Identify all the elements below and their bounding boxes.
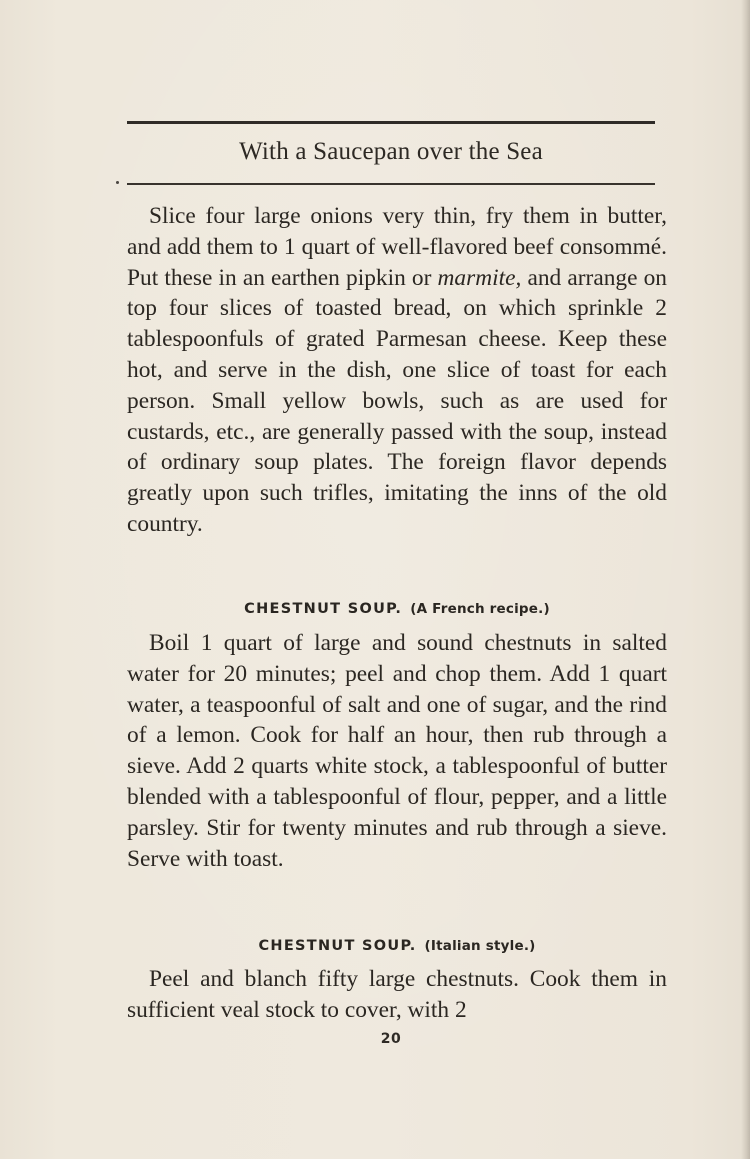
section-heading-title: CHESTNUT SOUP. [258,938,417,954]
page-edge-shadow [741,0,750,1159]
header-rule-top [127,121,655,124]
page-number: 20 [380,1031,402,1047]
onion-soup-paragraph [127,201,667,540]
italic-term: marmite, [437,264,522,291]
section-heading-french [127,598,667,617]
ink-speck [116,181,119,184]
section-heading-title: CHESTNUT SOUP. [244,601,403,617]
section-heading-italian [127,935,667,954]
chestnut-soup-italian-paragraph: Peel and blanch fifty large chestnuts. Cook them in sufficient veal stock to cover, with 2 [127,966,667,1023]
section-heading-subtitle: (Italian style.) [424,938,536,954]
section-heading-subtitle: (A French recipe.) [410,601,550,617]
paragraph-text: Slice four large onions very thin, fry them in butter, and add them to 1 quart of well-flavored beef consommé. Put these in an earthen pipkin or [127,203,667,291]
header-rule-bottom [127,183,655,185]
paragraph-text-cont: and arrange on top four slices of toasted bread, on which sprinkle 2 tablespoonfuls of grated Parmesan cheese. Keep these hot, and serve in the dish, one slice of toast for each person. Small yellow bowls, such as are used for custards, etc., are generally passed with the soup, instead of ordinary soup plates. The foreign flavor depends greatly upon such trifles, imitating the inns of the old country. [127,264,667,537]
chestnut-soup-french-paragraph: Boil 1 quart of large and sound chestnuts in salted water for 20 minutes; peel and chop them. Add 1 quart water, a teaspoonful of salt and one of sugar, and the rind of a lemon. Cook for half an hour, then rub through a sieve. Add 2 quarts white stock, a tablespoonful of butter blended with a tablespoonful of flour, pepper, and a little parsley. Stir for twenty minutes and rub through a sieve. Serve with toast. [127,630,667,872]
running-head: With a Saucepan over the Sea [239,138,543,165]
